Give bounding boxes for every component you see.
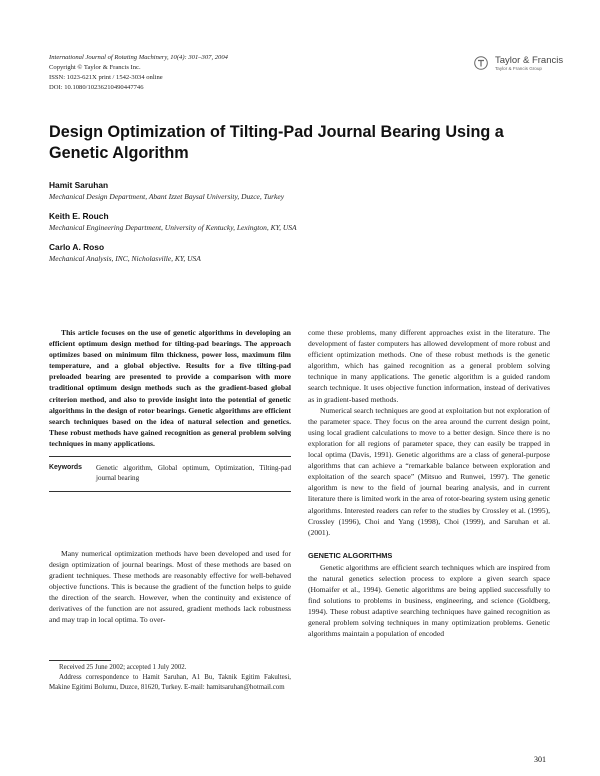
issn-line: ISSN: 1023-621X print / 1542-3034 online	[49, 73, 163, 81]
section-heading: GENETIC ALGORITHMS	[308, 550, 393, 560]
keywords	[49, 463, 291, 484]
left-column	[49, 327, 291, 625]
body-paragraph: come these problems, many different approaches exist in the literature. The development of faster computers has allowed development of more robust and efficient optimization methods. One of these robust methods is the genetic algorithm, which has gained recognition as a general problem solving technique in many applications. The genetic algorithm is a guided random search technique. It uses objective function information, instead of derivatives as in gradient-based methods.	[308, 328, 550, 404]
author-affiliation: Mechanical Analysis, INC, Nicholasville, KY, USA	[49, 254, 201, 263]
doi-line: DOI: 10.1080/10236210490447746	[49, 83, 144, 91]
publisher-name: Taylor & Francis	[495, 55, 564, 66]
author-block	[49, 242, 569, 264]
copyright-line: Copyright © Taylor & Francis Inc.	[49, 63, 141, 71]
correspondence-note: Address correspondence to Hamit Saruhan, A1 Bu, Taknik Egitim Fakultesi, Makine Egitimi Bolumu, Duzce, 81620, Turkey. E-mail: hamitsaruhan@hotmail.com	[49, 673, 291, 691]
page-number: 301	[534, 755, 546, 764]
keywords-label: Keywords	[49, 464, 82, 472]
footnote-rule	[49, 660, 111, 661]
journal-citation: International Journal of Rotating Machinery, 10(4): 301–307, 2004	[49, 54, 228, 61]
intro-paragraph: Many numerical optimization methods have been developed and used for design optimization of journal bearings. Most of these methods are based on gradient techniques. These methods are reasonably effective for well-behaved objective functions. This is because the gradient of the function helps to guide the direction of the search. However, when the continuity and existence of derivatives of the function are not assured, gradient methods lack robustness and may trap in local optima. To over-	[49, 548, 291, 625]
footnote	[49, 660, 291, 692]
body-paragraph: Numerical search techniques are good at exploitation but not exploration of the parameter space. They focus on the area around the current design point, using local gradient calculations to move to a better design. Since there is no exploration for all regions of parameter space, they can easily be trapped in local optima (Davis, 1991). Genetic algorithms are a class of general-purpose algorithms that can achieve a “remarkable balance between exploration and exploitation of the search space” (Mitsuo and Runwei, 1997). The genetic algorithm is new to the field of journal bearing analysis, and in current literature there is limited work in the area of rotor-bearing system using genetic algorithms. Interested readers can refer to the studies by Crossley et al. (1995), Crossley (1996), Choi and Yang (1998), Choi (1999), and Saruhan et al. (2001).	[308, 405, 550, 537]
publisher-logo	[474, 52, 564, 74]
right-column	[308, 327, 550, 639]
author-name: Carlo A. Roso	[49, 242, 105, 252]
publisher-logo-icon	[474, 56, 488, 70]
author-name: Hamit Saruhan	[49, 180, 109, 190]
body-paragraph: Genetic algorithms are efficient search techniques which are inspired from the natural genetics selection process to explore a given search space (Homaifer et al., 1994). Genetic algorithms are being applied successfully to find solutions to problems in business, engineering, and science (Goldberg, 1994). These robust adaptive searching techniques have gained recognition as general problem solving techniques in many optimization problems. Genetic algorithms maintain a population of encoded	[308, 562, 550, 639]
journal-header	[49, 53, 349, 93]
paper-title: Design Optimization of Tilting-Pad Journal Bearing Using a Genetic Algorithm	[49, 123, 504, 162]
keywords-bottom-rule	[49, 491, 291, 492]
abstract: This article focuses on the use of genetic algorithms in developing an efficient optimum design method for tilting-pad bearings. The approach optimizes based on minimum film thickness, power loss, maximum film temperature, and a global objective. Results for a five tilting-pad preloaded bearing are presented to provide a comparison with more traditional optimum design methods such as the gradient-based global criterion method, and also to provide insight into the potential of genetic algorithms in the design of rotor bearings. Genetic algorithms are efficient search techniques based on the idea of natural selection and genetics. These robust methods have gained recognition as general problem solving techniques in many applications.	[49, 328, 291, 448]
author-list	[49, 180, 569, 273]
publisher-subtitle: Taylor & Francis Group	[495, 66, 542, 71]
author-affiliation: Mechanical Design Department, Abant Izzet Baysal University, Duzce, Turkey	[49, 192, 285, 201]
author-name: Keith E. Rouch	[49, 211, 109, 221]
author-block	[49, 180, 569, 202]
author-affiliation: Mechanical Engineering Department, University of Kentucky, Lexington, KY, USA	[49, 223, 297, 232]
keywords-text: Genetic algorithm, Global optimum, Optimization, Tilting-pad journal bearing	[96, 464, 291, 483]
received-note: Received 25 June 2002; accepted 1 July 2002.	[59, 664, 187, 671]
keywords-top-rule	[49, 456, 291, 457]
author-block	[49, 211, 569, 233]
